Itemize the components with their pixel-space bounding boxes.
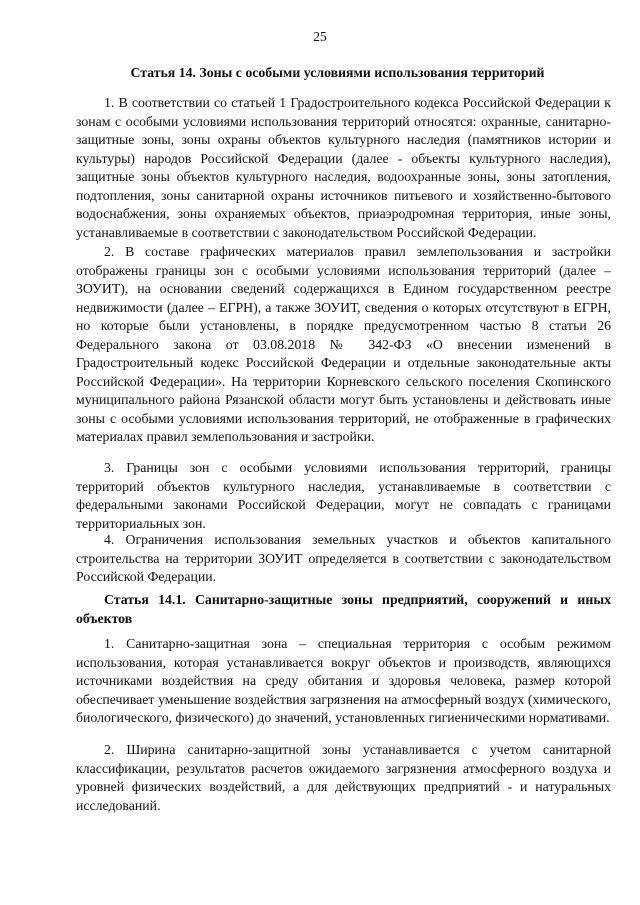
article-14-paragraph-4: 4. Ограничения использования земельных участков и объектов капитального строительства на территории ЗОУИТ определяется в соответствии с законодательством Российской Федерации.	[76, 532, 611, 584]
article-14-1-paragraph-1: 1. Санитарно-защитная зона – специальная территория с особым режимом использования, которая устанавливается вокруг объектов и производств, являющихся источниками воздействия на среду обитания и здоровья человека, размер которой обеспечивает уменьшение воздействия загрязнения на атмосферный воздух (химического, биологического, физического) до значений, установленных гигиеническими нормативами.	[76, 636, 611, 725]
article-14-1-paragraph-2: 2. Ширина санитарно-защитной зоны устанавливается с учетом санитарной классификации, результатов расчетов ожидаемого загрязнения атмосферного воздуха и уровней физических воздействий, а для действующих предприятий - и натуральных исследований.	[76, 742, 611, 813]
article-14-paragraph-2: 2. В составе графических материалов правил землепользования и застройки отображены границы зон с особыми условиями использования территорий (далее – ЗОУИТ), на основании сведений содержащихся в Едином государственном реестре недвижимости (далее – ЕГРН), а также ЗОУИТ, сведения о которых отсутствуют в ЕГРН, но которые были установлены, в порядке предусмотренном частью 8 статьи 26 Федерального закона от 03.08.2018 № 342-ФЗ «О внесении изменений в Градостроительный кодекс Российской Федерации и отдельные законодательные акты Российской Федерации». На территории Корневского сельского поселения Скопинского муниципального района Рязанской области могут быть установлены и действовать иные зоны с особыми условиями использования территорий, не отображенные в графических материалах правил землепользования и застройки.	[76, 244, 611, 444]
article-14-heading: Статья 14. Зоны с особыми условиями использования территорий	[130, 65, 545, 80]
article-14-paragraph-3: 3. Границы зон с особыми условиями использования территорий, границы территорий объектов культурного наследия, устанавливаемые в соответствии с федеральными законами Российской Федерации, могут не совпадать с границами территориальных зон.	[76, 460, 611, 531]
article-14-paragraph-1: 1. В соответствии со статьей 1 Градостроительного кодекса Российской Федерации к зонам с особыми условиями использования территорий относятся: охранные, санитарно-защитные зоны, зоны охраны объектов культурного наследия (памятников истории и культуры) народов Российской Федерации (далее - объекты культурного наследия), защитные зоны объектов культурного наследия, водоохранные зоны, зоны затопления, подтопления, зоны санитарной охраны источников питьевого и хозяйственно-бытового водоснабжения, зоны охраняемых объектов, приаэродромная территория, иные зоны, устанавливаемые в соответствии с законодательством Российской Федерации.	[76, 95, 611, 240]
article-14-1-heading: Статья 14.1. Санитарно-защитные зоны предприятий, сооружений и иных объектов	[76, 592, 611, 626]
page-number: 25	[313, 29, 327, 44]
